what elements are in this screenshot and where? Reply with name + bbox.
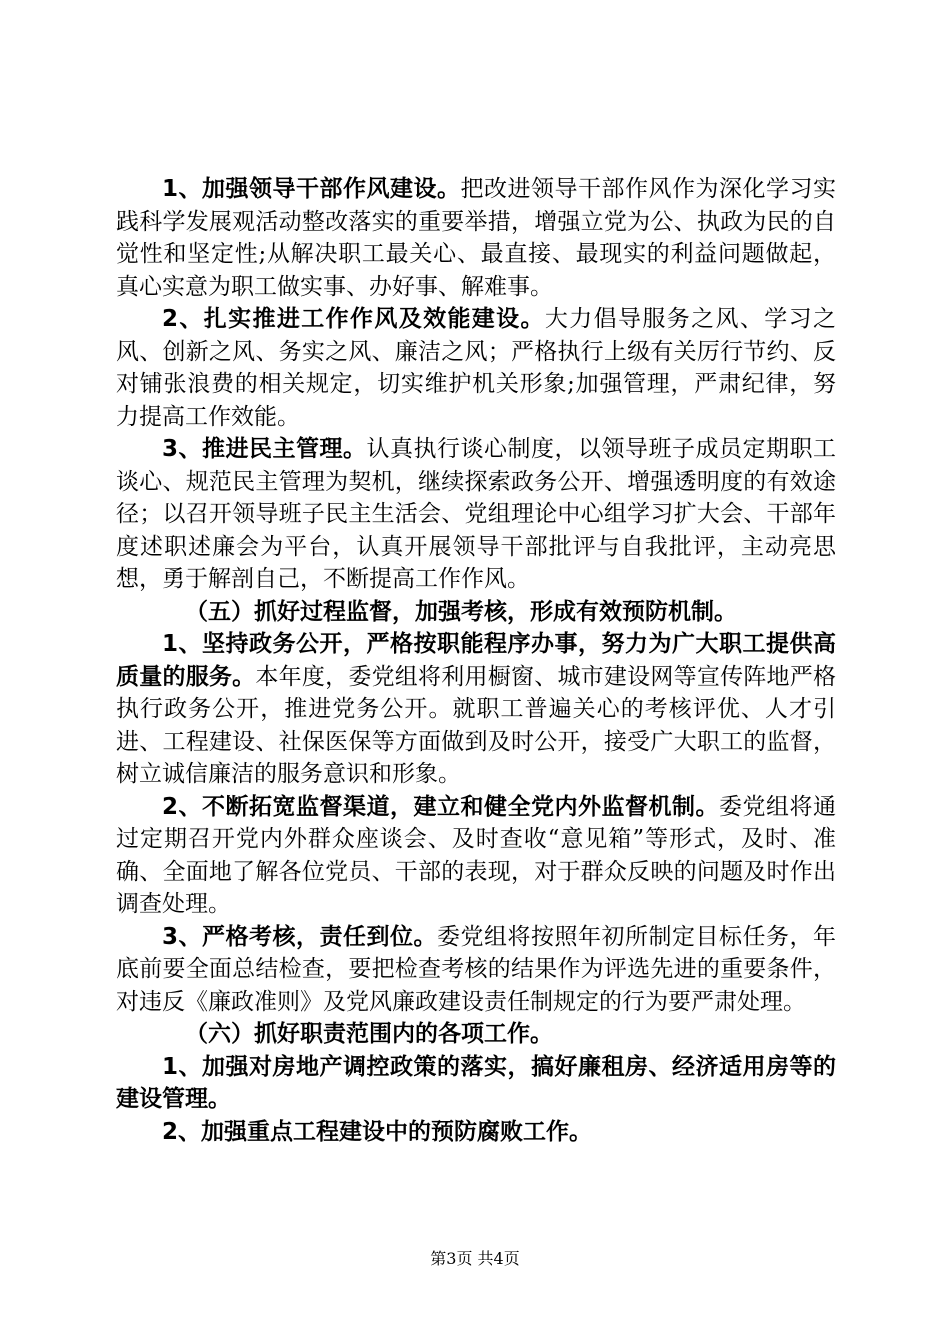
paragraph-6-body: 委党组将通过定期召开党内外群众座谈会、及时查收“意见箱”等形式，及时、准确、全面地了解各位党员、干部的表现，对于群众反映的问题及时作出调查处理。 [116,793,836,917]
paragraph-2-lead: 2、扎实推进工作作风及效能建设。 [162,306,545,332]
paragraph-7-body: 委党组将按照年初所制定目标任务，年底前要全面总结检查，要把检查考核的结果作为评选先进的重要条件，对违反《廉政准则》及党风廉政建设责任制规定的行为要严肃处理。 [116,923,836,1015]
paragraph-6 [116,791,836,921]
paragraph-1-lead: 1、加强领导干部作风建设。 [162,176,461,202]
paragraph-5-body: 本年度，委党组将利用橱窗、城市建设网等宣传阵地严格执行政务公开，推进党务公开。就职工普遍关心的考核评优、人才引进、工程建设、社保医保等方面做到及时公开，接受广大职工的监督，树立诚信廉洁的服务意识和形象。 [116,663,837,787]
paragraph-7-lead: 3、严格考核，责任到位。 [162,923,437,950]
paragraph-5-lead: 1、坚持政务公开，严格按职能程序办事，努力为广大职工提供高质量的服务。 [116,631,836,690]
page-footer: 第3页 共4页 [430,1249,520,1268]
paragraph-2 [116,303,836,433]
paragraph-3 [116,433,836,596]
paragraph-3-body: 认真执行谈心制度，以领导班子成员定期职工谈心、规范民主管理为契机，继续探索政务公开、增强透明度的有效途径；以召开领导班子民主生活会、党组理论中心组学习扩大会、干部年度述职述廉会为平台，认真开展领导干部批评与自我批评，主动亮思想，勇于解剖自己，不断提高工作作风。 [116,436,836,592]
paragraph-1-body: 把改进领导干部作风作为深化学习实践科学发展观活动整改落实的重要举措，增强立党为公、执政为民的自觉性和坚定性;从解决职工最关心、最直接、最现实的利益问题做起，真心实意为职工做实事、办好事、解难事。 [116,176,836,300]
section-heading-6-text: （六）抓好职责范围内的各项工作。 [185,1021,553,1047]
section-heading-5 [116,596,836,629]
paragraph-3-lead: 3、推进民主管理。 [162,436,367,462]
section-heading-6 [116,1018,836,1051]
paragraph-10-lead: 2、加强重点工程建设中的预防腐败工作。 [162,1118,593,1145]
paragraph-10 [116,1116,836,1149]
paragraph-6-lead: 2、不断拓宽监督渠道，建立和健全党内外监督机制。 [162,793,719,820]
paragraph-2-body: 大力倡导服务之风、学习之风、创新之风、务实之风、廉洁之风；严格执行上级有关厉行节约、反对铺张浪费的相关规定，切实维护机关形象;加强管理，严肃纪律，努力提高工作效能。 [116,306,836,430]
document-body [116,173,836,1148]
section-heading-5-text: （五）抓好过程监督，加强考核，形成有效预防机制。 [185,598,737,625]
paragraph-9-lead: 1、加强对房地产调控政策的落实，搞好廉租房、经济适用房等的建设管理。 [116,1053,836,1112]
paragraph-1 [116,173,836,303]
paragraph-9 [116,1051,836,1116]
paragraph-5 [116,628,836,791]
paragraph-7 [116,921,836,1019]
